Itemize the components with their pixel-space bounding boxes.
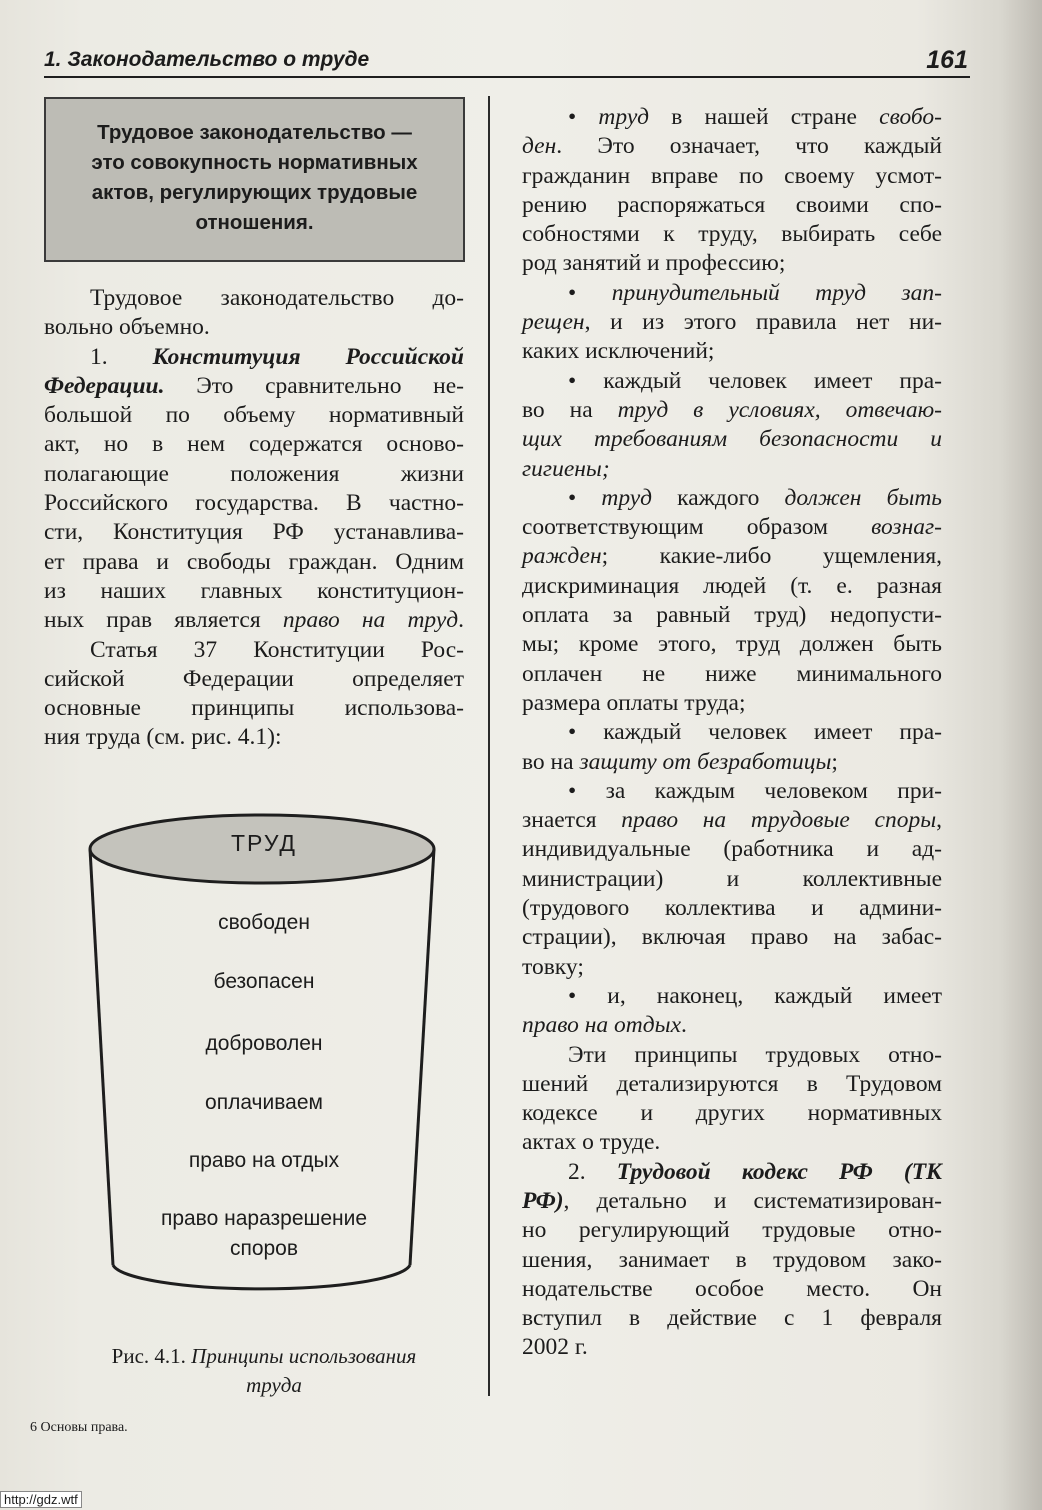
bullet-text: , и из этого правила нет ни-	[584, 309, 942, 336]
article-37-line: Статья 37 Конституции Рос-	[90, 636, 464, 663]
section-1-line: большой по объему нормативный	[44, 402, 464, 429]
running-header	[44, 42, 970, 78]
article-37-line: основные принципы использова-	[44, 695, 464, 722]
figure-item: оплачиваем	[205, 1091, 323, 1114]
definition-box	[44, 97, 465, 262]
section-1-line	[44, 372, 464, 401]
bullet-text: во на	[522, 748, 580, 775]
section-2-line: 2002 г.	[522, 1334, 588, 1361]
paragraph-line: шений детализируются в Трудовом	[522, 1070, 942, 1097]
section-title: Конституция Российской	[152, 343, 465, 370]
bullet-text: ,	[936, 807, 942, 834]
page-number: 161	[926, 46, 968, 74]
emphasis: право на отдых	[522, 1012, 682, 1039]
bullet-line: гражданин вправе по своему усмот-	[522, 162, 942, 189]
section-1-line	[44, 606, 464, 635]
section-2-heading-line	[522, 1158, 942, 1187]
bullet-text: ;	[831, 748, 838, 775]
bullet-line	[522, 279, 942, 308]
section-2-line: но регулирующий трудовые отно-	[522, 1217, 942, 1244]
section-title: РФ)	[522, 1187, 564, 1214]
intro-line: Трудовое законодательство до-	[90, 285, 464, 311]
section-text: Это сравнительно не-	[164, 372, 464, 399]
figure-item: доброволен	[205, 1032, 323, 1055]
bullet-line: щих требованиям безопасности и	[522, 426, 942, 453]
emphasis: защиту от безработицы	[579, 748, 832, 775]
column-divider	[488, 96, 490, 1396]
bullet-text: каждого	[652, 484, 785, 511]
bullet-text: соответствующим образом	[522, 514, 872, 541]
bullet-text: во на	[522, 396, 618, 423]
bullet-line	[522, 103, 942, 132]
caption-title: Принципы использования	[191, 1344, 417, 1368]
bullet-line	[522, 748, 942, 777]
section-text: ных прав является	[44, 607, 283, 634]
bullet-line: (трудового коллектива и админи-	[522, 895, 942, 922]
definition-line: это совокупность нормативных	[91, 151, 418, 174]
bullet-line	[522, 806, 942, 835]
paragraph-line: Эти принципы трудовых отно-	[568, 1041, 942, 1068]
emphasis: труд	[598, 104, 650, 130]
section-1-line: Российского государства. В частно-	[44, 490, 464, 517]
article-37-line: ния труда (см. рис. 4.1):	[44, 724, 282, 751]
bullet-line: каких исключений;	[522, 338, 715, 365]
bullet-line	[522, 308, 942, 337]
figure-item: право на отдых	[188, 1149, 340, 1172]
section-text: , детально и систематизирован-	[563, 1187, 942, 1214]
bullet-line: дискриминация людей (т. е. разная	[522, 572, 942, 599]
bullet-line: оплата за равный труд) недопусти-	[522, 602, 942, 629]
bullet-text: .	[681, 1012, 687, 1039]
cylinder-bottom	[113, 1265, 410, 1289]
bullet-marker: •	[568, 279, 612, 306]
emphasis: принудительный труд зап-	[611, 279, 942, 306]
figure-4-1-labor-principles	[44, 805, 484, 1305]
bullet-line	[522, 132, 942, 161]
section-text: .	[458, 607, 464, 634]
bullet-line: • каждый человек имеет пра-	[568, 367, 942, 394]
figure-top-label: ТРУД	[230, 830, 298, 856]
section-title: Федерации.	[44, 372, 165, 399]
bullet-line: размера оплаты труда;	[522, 689, 746, 716]
figure-item: свободен	[218, 911, 310, 934]
emphasis: должен быть	[784, 484, 942, 511]
bullet-line	[522, 484, 942, 513]
emphasis: право на трудовые споры	[621, 807, 937, 834]
bullet-marker: •	[568, 104, 599, 130]
source-url: http://gdz.wtf	[0, 1491, 82, 1508]
definition-line: актов, регулирующих трудовые	[91, 181, 418, 204]
paragraph-line: актах о труде.	[522, 1129, 661, 1156]
article-37-line: сийской Федерации определяет	[44, 665, 464, 692]
figure-item: безопасен	[213, 970, 315, 993]
emphasis: вознаг-	[871, 514, 942, 541]
bullet-line	[522, 396, 942, 425]
section-number: 1.	[90, 343, 153, 370]
figure-item: споров	[229, 1237, 299, 1260]
bullet-line: собностями к труду, выбирать себе	[522, 221, 942, 248]
bullet-line: товку;	[522, 953, 584, 980]
section-1-line: ет права и свободы граждан. Одним	[44, 548, 464, 575]
definition-line: Трудовое законодательство —	[97, 121, 412, 144]
footer-note: 6 Основы права.	[30, 1420, 128, 1435]
bullet-line	[522, 1011, 942, 1040]
intro-line: вольно объемно.	[44, 314, 210, 341]
caption-title: труда	[246, 1373, 302, 1397]
bullet-text: в нашей стране	[649, 104, 880, 130]
emphasis: право на труд	[282, 607, 459, 634]
bullet-marker: •	[568, 484, 602, 511]
figure-caption	[44, 1342, 484, 1400]
emphasis: рещен	[522, 309, 585, 336]
bullet-line: рению распоряжаться своими спо-	[522, 191, 942, 218]
emphasis: ден	[522, 133, 557, 160]
bullet-line: оплачен не ниже минимального	[522, 660, 942, 687]
bullet-line: мы; кроме этого, труд должен быть	[522, 631, 942, 658]
bullet-line: род занятий и профессию;	[522, 250, 786, 277]
emphasis: свобо-	[879, 104, 942, 130]
right-column	[522, 103, 942, 1363]
bullet-line: • каждый человек имеет пра-	[568, 719, 942, 746]
bullet-line: индивидуальные (работника и ад-	[522, 836, 942, 863]
emphasis: труд	[601, 484, 653, 511]
bullet-text: знается	[522, 807, 622, 834]
bullet-text: ; какие-либо ущемления,	[601, 543, 942, 570]
paragraph-line: кодексе и других нормативных	[522, 1100, 942, 1127]
bullet-line: • за каждым человеком при-	[568, 777, 942, 804]
section-1-line: сти, Конституция РФ устанавлива-	[44, 519, 464, 546]
bullet-line: страции), включая право на забас-	[522, 924, 942, 951]
section-2-line: шения, занимает в трудовом зако-	[522, 1246, 942, 1273]
bullet-line: гигиены;	[522, 455, 610, 482]
section-1-line: из наших главных конституцион-	[44, 577, 464, 604]
section-2-line: нодательстве особое место. Он	[522, 1275, 942, 1302]
emphasis: труд в условиях, отвечаю-	[617, 396, 942, 423]
section-title: Трудовой кодекс РФ (ТК	[616, 1158, 942, 1185]
bullet-line: • и, наконец, каждый имеет	[568, 982, 942, 1009]
bullet-line	[522, 542, 942, 571]
section-1-line: полагающие положения жизни	[44, 460, 464, 487]
left-column	[44, 284, 464, 753]
section-1-heading-line	[44, 343, 464, 372]
section-2-line	[522, 1187, 942, 1216]
caption-prefix: Рис. 4.1.	[111, 1344, 192, 1368]
bullet-text: . Это означает, что каждый	[556, 133, 942, 160]
section-1-line: акт, но в нем содержатся осново-	[44, 431, 464, 458]
chapter-title: 1. Законодательство о труде	[44, 48, 370, 71]
section-number: 2.	[568, 1158, 617, 1185]
bullet-line: министрации) и коллективные	[522, 865, 942, 892]
section-2-line: вступил в действие с 1 февраля	[522, 1305, 942, 1332]
bullet-line	[522, 513, 942, 542]
emphasis: ражден	[522, 543, 602, 570]
definition-line: отношения.	[195, 211, 314, 234]
figure-item: право наразрешение	[160, 1207, 368, 1230]
caption-line	[44, 1342, 484, 1371]
